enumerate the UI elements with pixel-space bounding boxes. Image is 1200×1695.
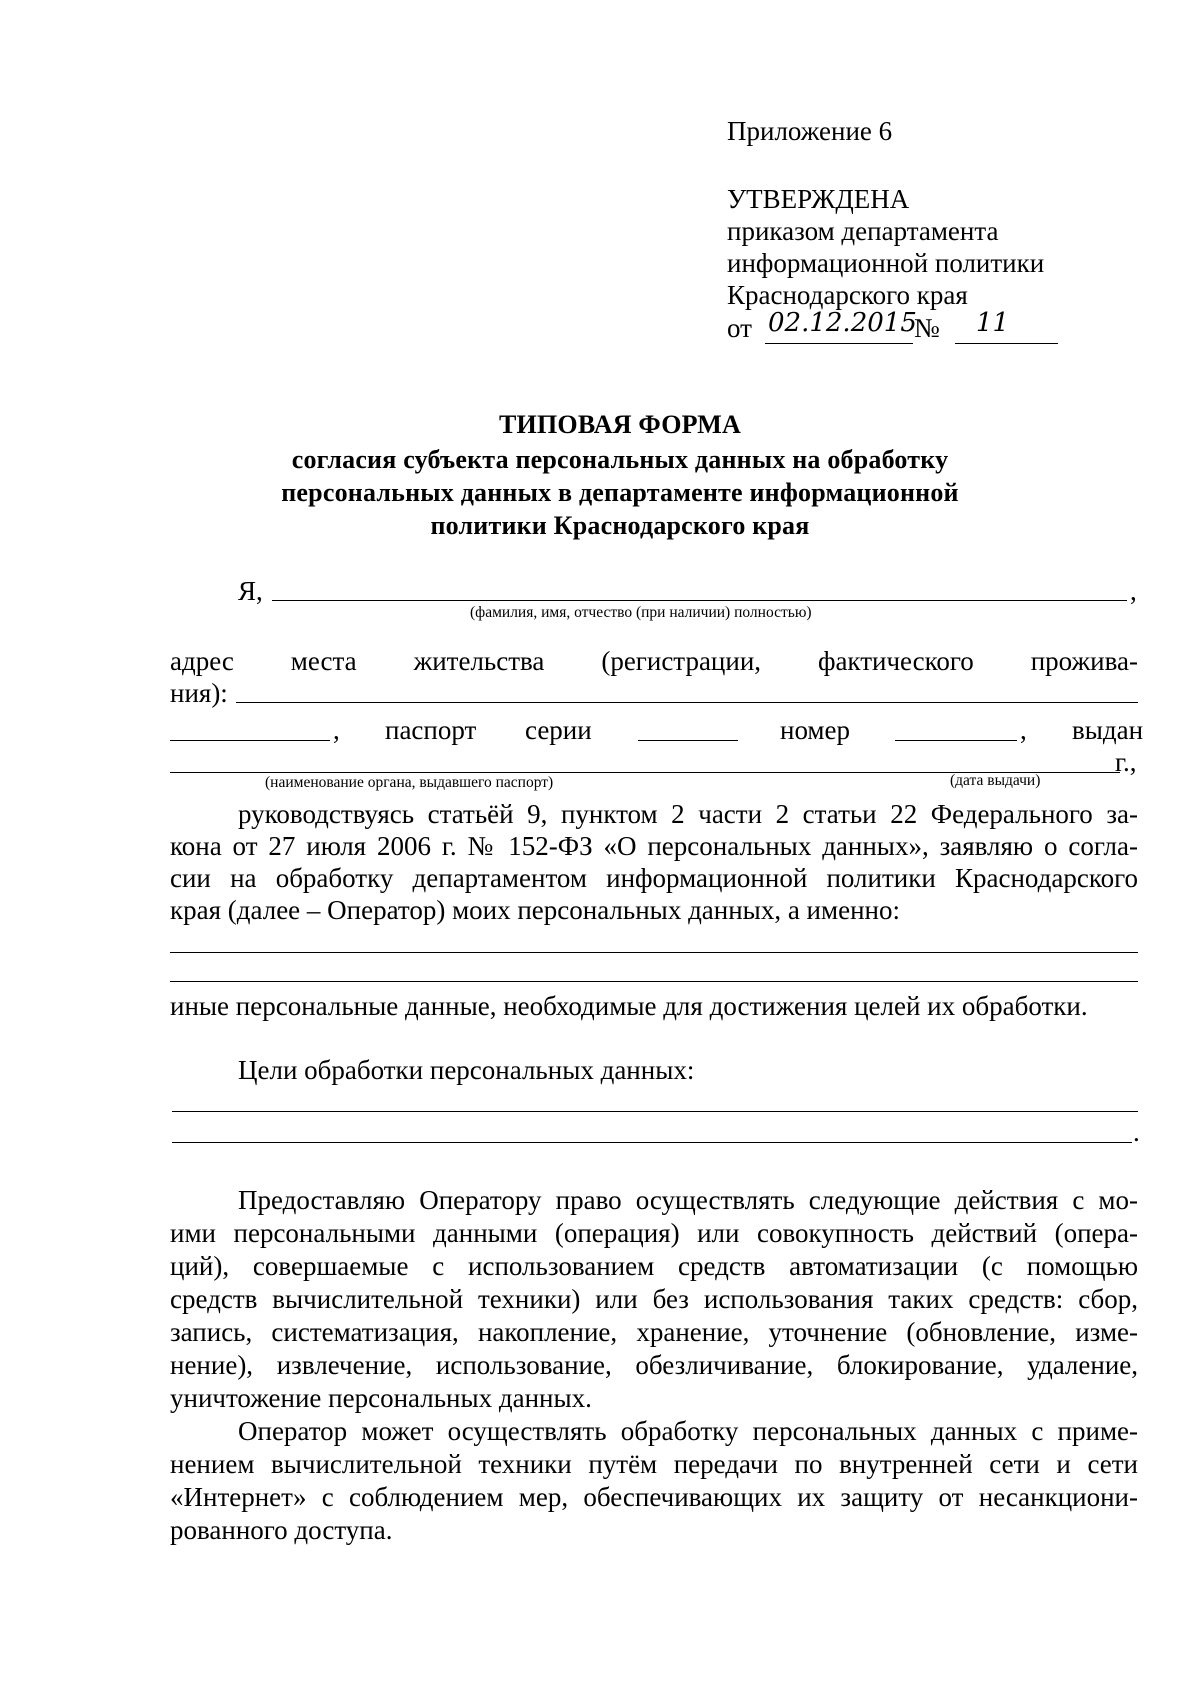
consent-line-1: руководствуясь статьёй 9, пунктом 2 части 2 статьи 22 Федерального за- [238,799,1138,829]
year-suffix: г., [1115,747,1137,777]
from-label: от [727,313,752,343]
rights-line-7: уничтожение персональных данных. [170,1383,592,1413]
rights-line-6: нение), извлечение, использование, обезличивание, блокирование, удаление, [170,1350,1138,1380]
date-underline [765,343,913,344]
consent-line-3: сии на обработку департаментом информационной политики Краснодарского [170,863,1138,893]
order-number: 11 [976,308,1010,338]
passport-number-comma: , [1020,715,1027,745]
title-line-1: ТИПОВАЯ ФОРМА [499,410,741,439]
title-line-4: политики Краснодарского края [430,511,810,540]
appendix-label: Приложение 6 [727,116,893,146]
i-label: Я, [238,576,263,606]
address-word-4: (регистрации, [601,646,762,676]
rights-line-1: Предоставляю Оператору право осуществлять следующие действия с мо- [238,1185,1138,1215]
order-line-3: Краснодарского края [727,280,968,310]
operator-line-3: «Интернет» с соблюдением мер, обеспечивающих их защиту от несанкциони- [170,1482,1138,1512]
fio-comma: , [1130,576,1137,606]
rights-line-2: ими персональными данными (операция) или совокупность действий (опера- [170,1218,1138,1248]
address-word-3: жительства [413,646,545,676]
fio-hint: (фамилия, имя, отчество (при наличии) полностью) [470,604,812,621]
address-line [170,645,1138,677]
purposes-end-dot: . [1133,1117,1140,1147]
approved-label: УТВЕРЖДЕНА [727,184,910,214]
address-word-6: прожива- [1030,646,1138,676]
title-line-2: согласия субъекта персональных данных на обработку [291,445,949,474]
title-line-3: персональных данных в департаменте информационной [281,478,959,507]
rights-line-3: ций), совершаемые с использованием средств автоматизации (с помощью [170,1251,1138,1281]
series-label: серии [525,715,592,745]
fio-line[interactable] [272,600,1127,601]
operator-line-4: рованного доступа. [170,1515,393,1545]
consent-line-4: края (далее – Оператор) моих персональных данных, а именно: [170,895,900,925]
rights-line-4: средств вычислительной техники) или без использования таких средств: сбор, [170,1284,1138,1314]
purposes-label: Цели обработки персональных данных: [238,1055,695,1085]
operator-line-2: нением вычислительной техники путём передачи по внутренней сети и сети [170,1449,1138,1479]
passport-number-line[interactable] [895,740,1017,741]
other-data-line: иные персональные данные, необходимые для достижения целей их обработки. [170,991,1088,1021]
number-label: № [914,313,940,343]
issue-date-hint: (дата выдачи) [950,772,1041,789]
order-date: 02.12.2015 [768,308,917,338]
address-cont-comma: , [333,715,340,745]
address-cont-line[interactable] [170,740,330,741]
consent-line-2: кона от 27 июля 2006 г. № 152-ФЗ «О персональных данных», заявляю о согла- [170,831,1138,861]
operator-line-1: Оператор может осуществлять обработку персональных данных с приме- [238,1416,1138,1446]
issued-label: выдан [1072,715,1144,745]
series-line[interactable] [638,740,738,741]
issuer-hint: (наименование органа, выдавшего паспорт) [265,774,554,791]
address-word-5: фактического [817,646,974,676]
number-underline [955,343,1058,344]
data-list-line-2[interactable] [170,981,1138,982]
purposes-line-2[interactable] [172,1142,1132,1143]
address-input-line[interactable] [236,702,1138,703]
rights-line-5: запись, систематизация, накопление, хранение, уточнение (обновление, изме- [170,1317,1138,1347]
purposes-line-1[interactable] [172,1111,1138,1112]
passport-label: паспорт [385,715,477,745]
number-word-label: номер [780,715,851,745]
order-line-2: информационной политики [727,248,1045,278]
order-line-1: приказом департамента [727,216,999,246]
data-list-line-1[interactable] [170,952,1138,953]
address-word-2: места [290,646,357,676]
address-word-1: адрес [170,646,234,676]
address-cont: ния): [170,678,228,708]
